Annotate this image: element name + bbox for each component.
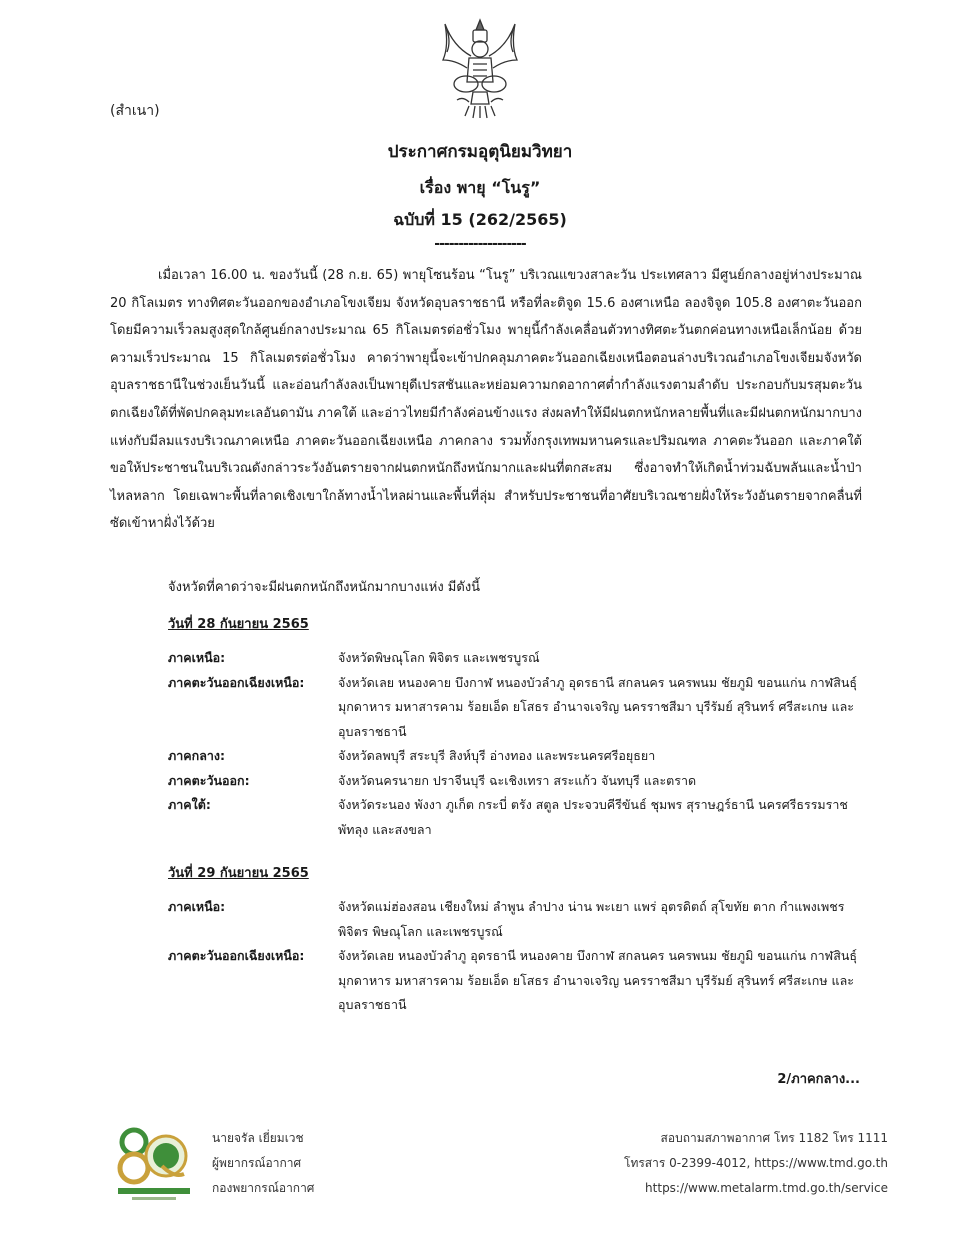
region-row — [168, 793, 868, 842]
region-provinces: จังหวัดแม่ฮ่องสอน เชียงใหม่ ลำพูน ลำปาง น่าน พะเยา แพร่ อุตรดิตถ์ สุโขทัย ตาก กำแพงเพชร พิจิตร พิษณุโลก และเพชรบูรณ์ — [338, 899, 845, 939]
region-row — [168, 744, 868, 769]
region-name: ภาคใต้: — [168, 797, 211, 812]
contact-phone: สอบถามสภาพอากาศ โทร 1182 โทร 1111 — [660, 1131, 888, 1145]
footer-contact — [624, 1126, 888, 1201]
garuda-emblem-icon — [433, 16, 527, 120]
copy-label: (สำเนา) — [110, 103, 160, 119]
forecast-day-2 — [168, 862, 868, 1018]
page-title: ประกาศกรมอุตุนิยมวิทยา — [387, 142, 573, 162]
continuation-marker: 2/ภาคกลาง... — [777, 1072, 860, 1087]
signer-name: นายจรัล เยี่ยมเวช — [212, 1131, 304, 1145]
forecast-day-1 — [168, 613, 868, 842]
contact-fax-website[interactable]: โทรสาร 0-2399-4012, https://www.tmd.go.th — [624, 1156, 888, 1170]
subject-line: เรื่อง พายุ “โนรู” — [419, 178, 541, 197]
region-name: ภาคตะวันออกเฉียงเหนือ: — [168, 948, 305, 963]
region-row — [168, 646, 868, 671]
region-row — [168, 895, 868, 944]
day-title: วันที่ 29 กันยายน 2565 — [168, 866, 309, 881]
region-name: ภาคตะวันออกเฉียงเหนือ: — [168, 674, 305, 690]
region-row — [168, 671, 868, 745]
title-divider: ------------------- — [434, 236, 526, 252]
announcement-paragraph — [110, 262, 862, 538]
region-row — [168, 769, 868, 794]
forecast-intro: จังหวัดที่คาดว่าจะมีฝนตกหนักถึงหนักมากบางแห่ง มีดังนี้ — [168, 580, 481, 595]
region-name: ภาคเหนือ: — [168, 899, 226, 914]
paragraph-text: เมื่อเวลา 16.00 น. ของวันนี้ (28 ก.ย. 65) พายุโซนร้อน “โนรู” บริเวณแขวงสาละวัน ประเทศลาว มีศูนย์กลางอยู่ห่างประมาณ 20 กิโลเมตร ทางทิศตะวันออกของอำเภอโขงเจียม จังหวัดอุบลราชธานี หรือที่ละติจูด 15.6 องศาเหนือ ลองจิจูด 105.8 องศาตะวันออก โดยมีความเร็วลมสูงสุดใกล้ศูนย์กลางประมาณ 65 กิโลเมตรต่อชั่วโมง พายุนี้กำลังเคลื่อนตัวทางทิศตะวันตกค่อนทางเหนือเล็กน้อย ด้วยความเร็วประมาณ 15 กิโลเมตรต่อชั่วโมง คาดว่าพายุนี้จะเข้าปกคลุมภาคตะวันออกเฉียงเหนือตอนล่างบริเวณอำเภอโขงเจียมจังหวัดอุบลราชธานีในช่วงเย็นวันนี้ และอ่อนกำลังลงเป็นพายุดีเปรสชันและหย่อมความกดอากาศต่ำกำลังแรงตามลำดับ ประกอบกับมรสุมตะวันตกเฉียงใต้ที่พัดปกคลุมทะเลอันดามัน ภาคใต้ และอ่าวไทยมีกำลังค่อนข้างแรง ส่งผลทำให้มีฝนตกหนักหลายพื้นที่และมีฝนตกหนักมากบางแห่งกับมีลมแรงบริเวณภาคเหนือ ภาคตะวันออกเฉียงเหนือ ภาคกลาง รวมทั้งกรุงเทพมหานครและปริมณฑล ภาคตะวันออก และภาคใต้ ขอให้ประชาชนในบริเวณดังกล่าวระวังอันตรายจากฝนตกหนักถึงหนักมากและฝนที่ตกสะสม ซึ่งอาจทำให้เกิดน้ำท่วมฉับพลันและน้ำป่าไหลหลาก โดยเฉพาะพื้นที่ลาดเชิงเขาใกล้ทางน้ำไหลผ่านและพื้นที่ลุ่ม สำหรับประชาชนที่อาศัยบริเวณชายฝั่งให้ระวังอันตรายจากคลื่นที่ซัดเข้าหาฝั่งไว้ด้วย — [110, 268, 862, 532]
region-provinces: จังหวัดเลย หนองบัวลำภู อุดรธานี หนองคาย บึงกาฬ สกลนคร นครพนม ชัยภูมิ ขอนแก่น กาฬสินธุ์ มุกดาหาร มหาสารคาม ร้อยเอ็ด ยโสธร อำนาจเจริญ นครราชสีมา บุรีรัมย์ สุรินทร์ ศรีสะเกษ และอุบลราชธานี — [338, 948, 858, 1012]
region-name: ภาคกลาง: — [168, 748, 225, 763]
region-provinces: จังหวัดนครนายก ปราจีนบุรี ฉะเชิงเทรา สระแก้ว จันทบุรี และตราด — [338, 772, 697, 788]
region-provinces: จังหวัดระนอง พังงา ภูเก็ต กระบี่ ตรัง สตูล ประจวบคีรีขันธ์ ชุมพร สุราษฎร์ธานี นครศรีธรรมราช พัทลุง และสงขลา — [338, 797, 848, 837]
region-provinces: จังหวัดพิษณุโลก พิจิตร และเพชรบูรณ์ — [338, 650, 540, 665]
contact-service-link[interactable]: https://www.metalarm.tmd.go.th/service — [645, 1181, 888, 1195]
region-provinces: จังหวัดลพบุรี สระบุรี สิงห์บุรี อ่างทอง และพระนครศรีอยุธยา — [338, 748, 656, 763]
region-provinces: จังหวัดเลย หนองคาย บึงกาฬ หนองบัวลำภู อุดรธานี สกลนคร นครพนม ชัยภูมิ ขอนแก่น กาฬสินธุ์ มุกดาหาร มหาสารคาม ร้อยเอ็ด ยโสธร อำนาจเจริญ นครราชสีมา บุรีรัมย์ สุรินทร์ ศรีสะเกษ และอุบลราชธานี — [338, 674, 858, 739]
issue-number: ฉบับที่ 15 (262/2565) — [393, 210, 567, 229]
region-name: ภาคเหนือ: — [168, 650, 226, 665]
footer-signer — [212, 1126, 314, 1201]
region-row — [168, 944, 868, 1018]
tmd-anniversary-logo-icon — [112, 1120, 196, 1204]
signer-division: กองพยากรณ์อากาศ — [212, 1181, 315, 1195]
day-title: วันที่ 28 กันยายน 2565 — [168, 617, 309, 632]
region-name: ภาคตะวันออก: — [168, 772, 250, 788]
signer-role: ผู้พยากรณ์อากาศ — [212, 1156, 302, 1170]
